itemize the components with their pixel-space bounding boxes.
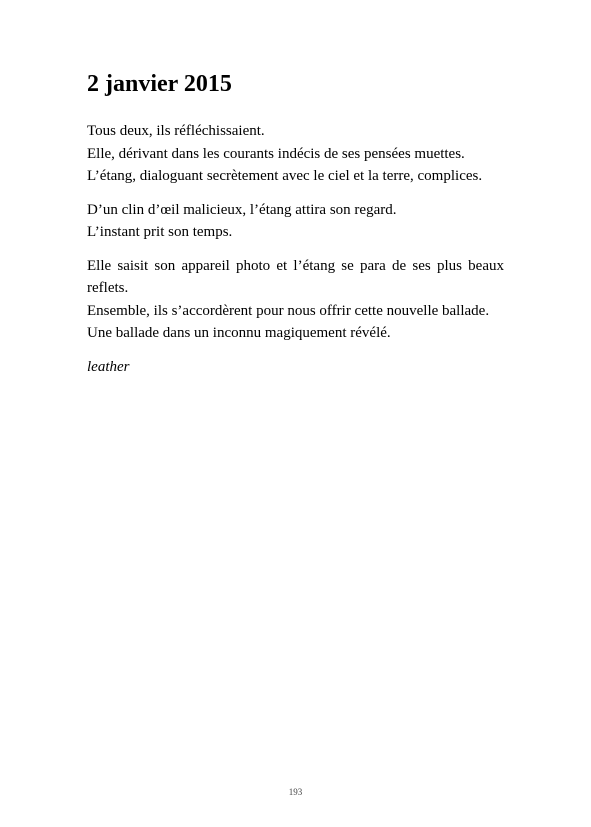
text-line: Une ballade dans un inconnu magiquement révélé. [87,325,391,341]
paragraph-1 [87,120,504,188]
author-signature: leather [87,358,130,375]
page-title: 2 janvier 2015 [87,71,232,97]
text-line: L’instant prit son temps. [87,224,233,240]
paragraph-3 [87,255,504,345]
page-number: 193 [288,787,303,797]
text-line: D’un clin d’œil malicieux, l’étang attira son regard. [87,201,397,218]
text-line: Elle saisit son appareil photo et l’étang se para de ses plus beaux reflets. [87,257,504,296]
poem-body [87,120,504,378]
text-line: Ensemble, ils s’accordèrent pour nous offrir cette nouvelle ballade. [87,302,490,319]
text-line: Elle, dérivant dans les courants indécis de ses pensées muettes. [87,145,465,162]
paragraph-2 [87,199,504,244]
text-line: Tous deux, ils réfléchissaient. [87,123,265,139]
text-line: L’étang, dialoguant secrètement avec le ciel et la terre, complices. [87,168,483,184]
